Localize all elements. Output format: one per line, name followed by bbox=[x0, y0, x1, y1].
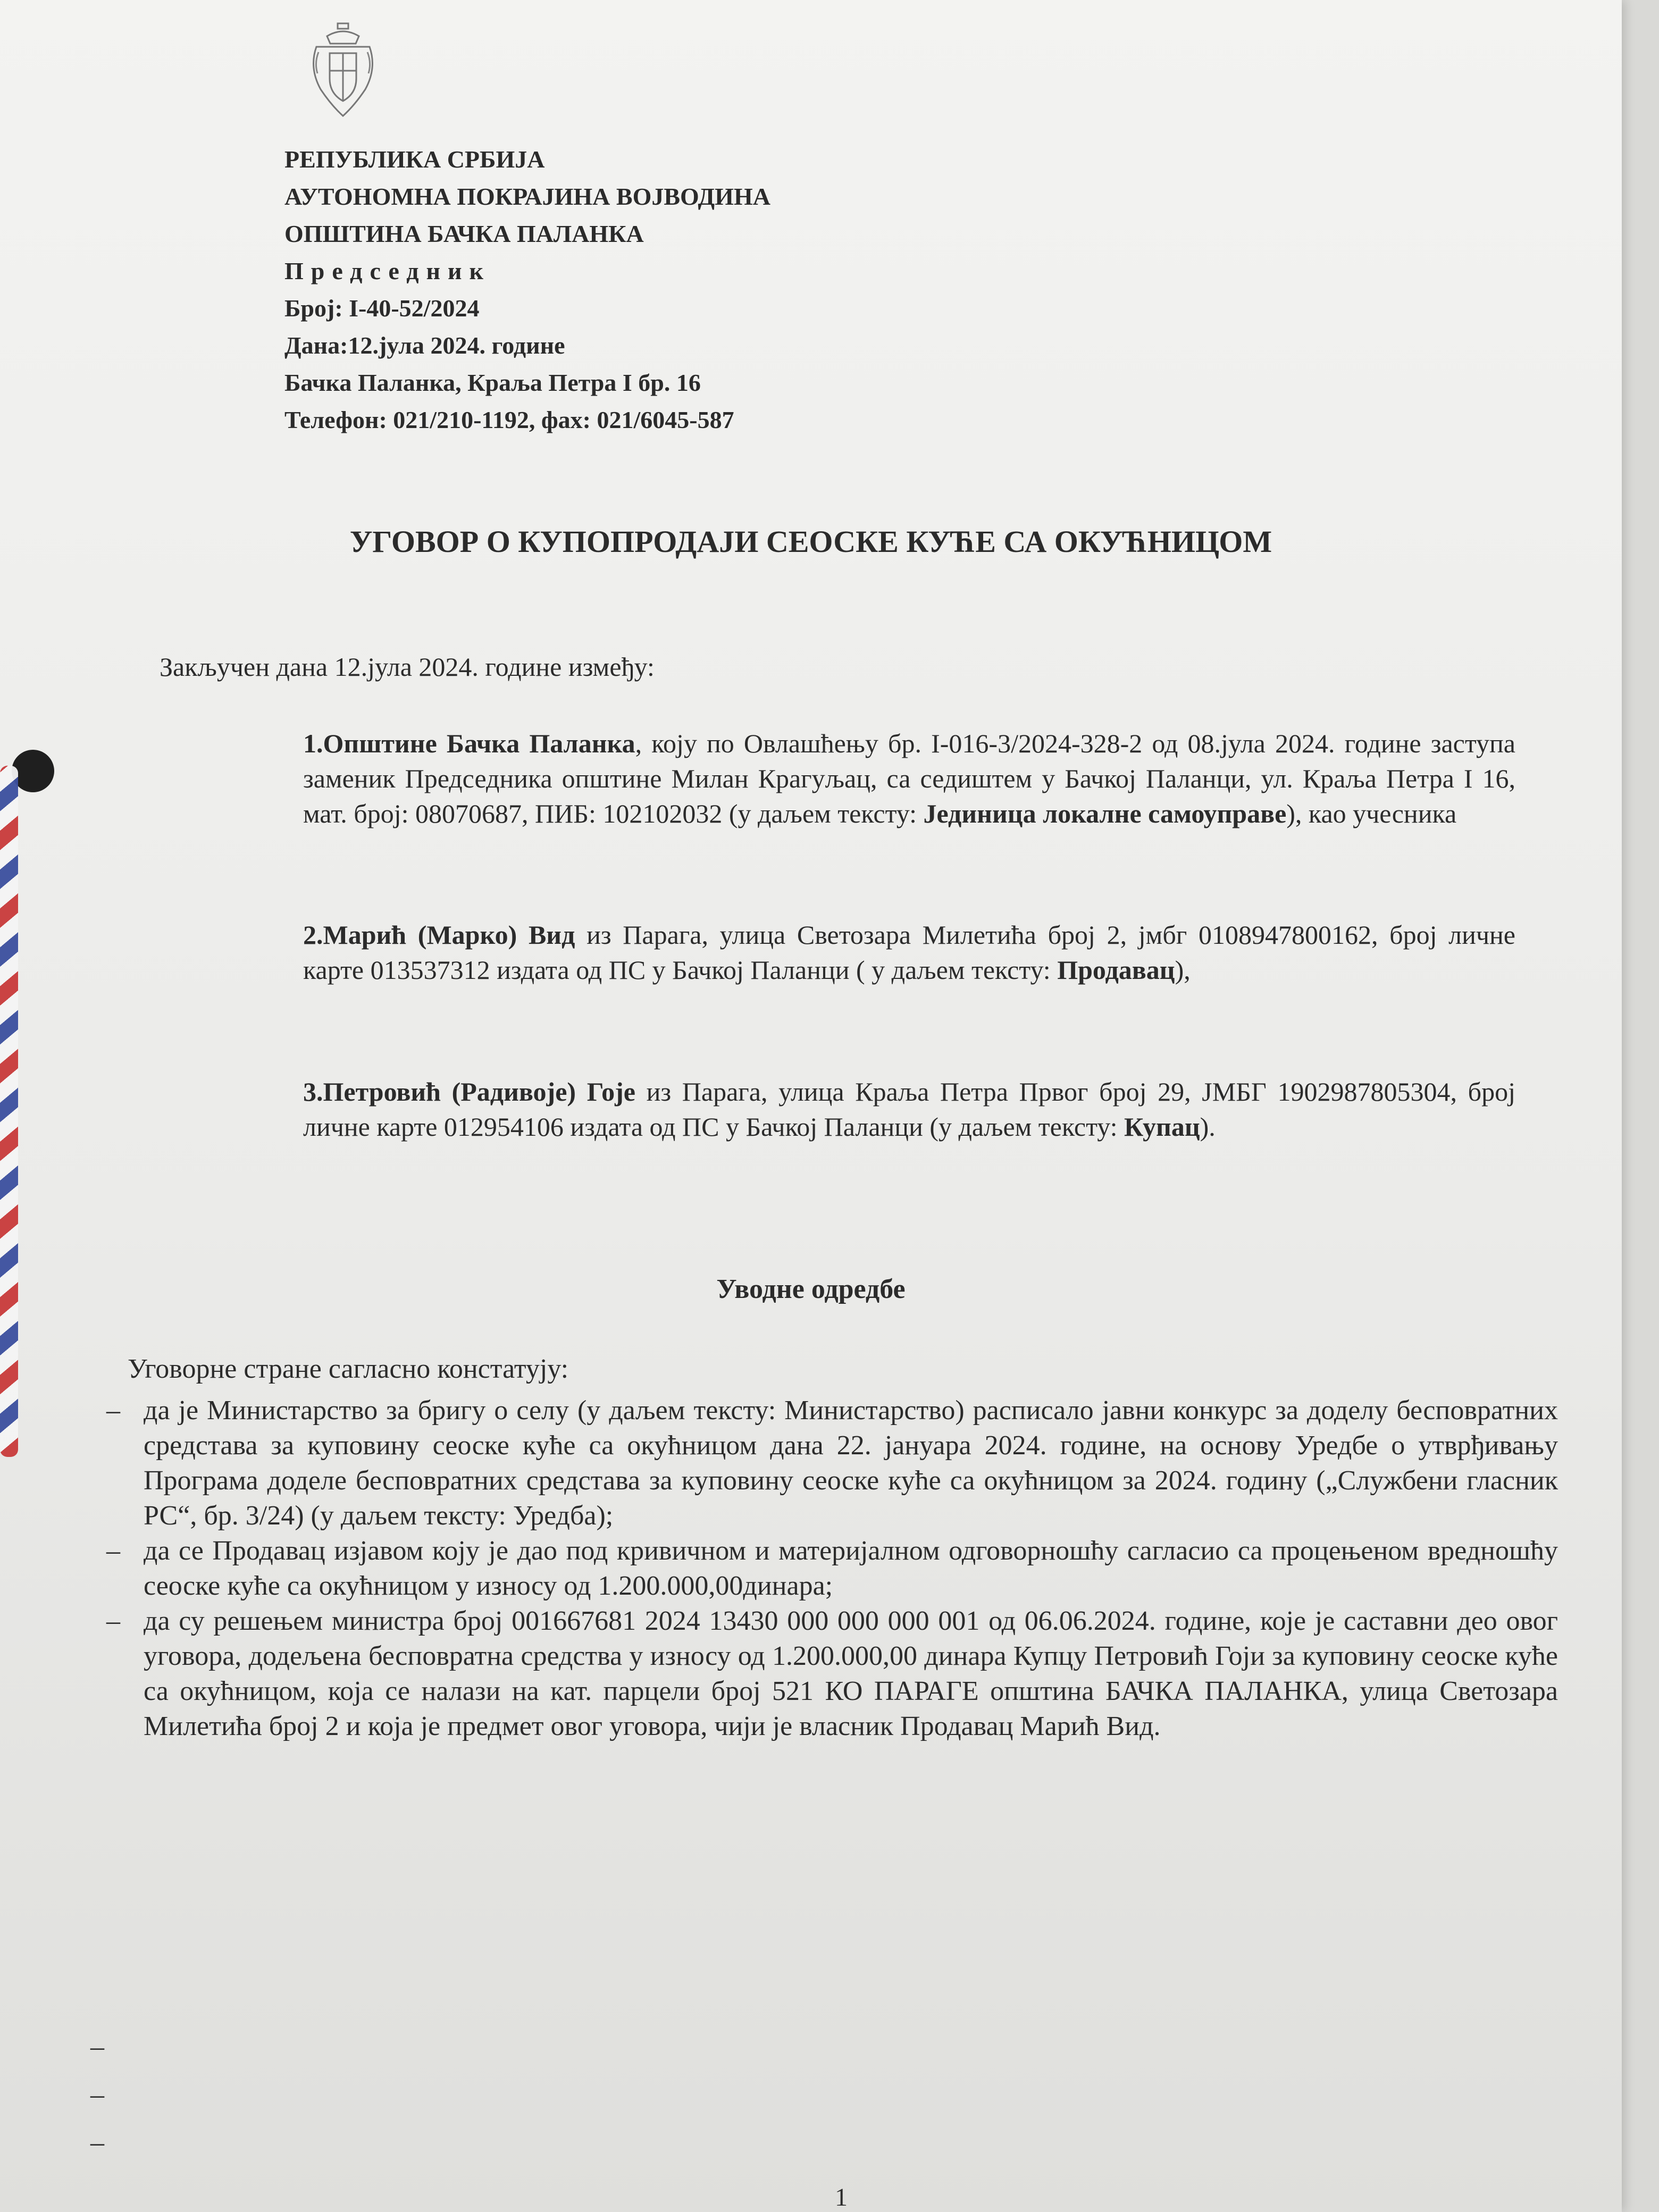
letterhead-municipality: ОПШТИНА БАЧКА ПАЛАНКА bbox=[284, 220, 644, 247]
list-item-text: да је Министарство за бригу о селу (у даљем тексту: Министарство) расписало јавни конкурс за доделу бесповратних средстава за куповину сеоске куће са окућницом дана 22. јануара 2024. године, на основу Уредбе о утврђивању Програма доделе бесповратних средстава за куповину сеоске куће са окућницом за 2024. годину („Службени гласник РС“, бр. 3/24) (у даљем тексту: Уредба); bbox=[144, 1395, 1558, 1531]
binding-hole bbox=[12, 750, 54, 792]
list-item-text: да се Продавац изјавом коју је дао под кривичном и материјалном одговорношћу сагласио са процењеном вредношћу сеоске куће са окућницом у износу од 1.200.000,00динара; bbox=[144, 1536, 1558, 1601]
document-title: УГОВОР О КУПОПРОДАЈИ СЕОСКЕ КУЋЕ СА ОКУЋНИЦОМ bbox=[349, 524, 1272, 559]
letterhead-phone: Телефон: 021/210-1192, фах: 021/6045-587 bbox=[284, 406, 734, 433]
empty-dash-bullet: – bbox=[90, 2032, 104, 2062]
letterhead-republic: РЕПУБЛИКА СРБИЈА bbox=[284, 146, 545, 173]
empty-dash-bullet: – bbox=[90, 2127, 104, 2158]
party-buyer bbox=[303, 1074, 1515, 1144]
party-3-alias: Купац bbox=[1124, 1112, 1200, 1142]
coat-of-arms-icon bbox=[306, 20, 380, 121]
letterhead-office: Председник bbox=[284, 257, 491, 284]
list-item bbox=[106, 1393, 1558, 1534]
party-2-tail: ), bbox=[1175, 955, 1191, 985]
page-number: 1 bbox=[835, 2183, 848, 2211]
party-3-text: из Парага, улица Краља Петра Првог број 29, ЈМБГ 1902987805304, број личне карте 012954106 издата од ПС у Бачкој Паланци (у даљем тексту: bbox=[303, 1077, 1515, 1142]
letterhead-address: Бачка Паланка, Краља Петра I бр. 16 bbox=[284, 369, 701, 396]
provisions-list bbox=[106, 1393, 1558, 1744]
party-1-name: 1.Општине Бачка Паланка bbox=[303, 728, 635, 758]
dash-bullet: – bbox=[106, 1606, 120, 1636]
section-intro: Уговорне стране сагласно констатују: bbox=[128, 1354, 569, 1384]
letterhead-province: АУТОНОМНА ПОКРАЈИНА ВОЈВОДИНА bbox=[284, 183, 770, 210]
empty-dash-bullet: – bbox=[90, 2080, 104, 2110]
list-item-text: да су решењем министра број 001667681 2024 13430 000 000 000 001 од 06.06.2024. године, које је саставни део овог уговора, додељена бесповратна средства у износу од 1.200.000,00 динара Купцу Петровић Гоји за куповину сеоске куће са окућницом, која се налази на кат. парцели број 521 КО ПАРАГЕ општина БАЧКА ПАЛАНКА, улица Светозара Милетића број 2 и која је предмет овог уговора, чији је власник Продавац Марић Вид. bbox=[144, 1606, 1558, 1741]
dash-bullet: – bbox=[106, 1536, 120, 1566]
dash-bullet: – bbox=[106, 1395, 120, 1426]
party-2-alias: Продавац bbox=[1057, 955, 1175, 985]
concluded-line: Закључен дана 12.јула 2024. године између: bbox=[160, 652, 655, 682]
letterhead-date: Дана:12.јула 2024. године bbox=[284, 332, 565, 359]
binding-cord bbox=[0, 766, 18, 1457]
party-1-tail: ), као учесника bbox=[1286, 799, 1457, 828]
party-3-tail: ). bbox=[1200, 1112, 1216, 1142]
party-3-name: 3.Петровић (Радивоје) Гоје bbox=[303, 1077, 635, 1107]
party-2-text: из Парага, улица Светозара Милетића број 2, јмбг 0108947800162, број личне карте 013537312 издата од ПС у Бачкој Паланци ( у даљем тексту: bbox=[303, 920, 1515, 985]
party-municipality bbox=[303, 726, 1515, 831]
party-1-text: , коју по Овлашћењу бр. I-016-3/2024-328-2 од 08.јула 2024. године заступа заменик Председника општине Милан Крагуљац, са седиштем у Бачкој Паланци, ул. Краља Петра I 16, мат. број: 08070687, ПИБ: 102102032 (у даљем тексту: bbox=[303, 728, 1515, 828]
list-item bbox=[106, 1534, 1558, 1604]
party-1-alias: Јединица локалне самоуправе bbox=[923, 799, 1287, 828]
party-seller bbox=[303, 917, 1515, 987]
letterhead-number: Број: I-40-52/2024 bbox=[284, 295, 480, 322]
section-heading: Уводне одредбе bbox=[716, 1274, 906, 1304]
party-2-name: 2.Марић (Марко) Вид bbox=[303, 920, 575, 950]
list-item bbox=[106, 1604, 1558, 1744]
letterhead bbox=[284, 141, 770, 439]
